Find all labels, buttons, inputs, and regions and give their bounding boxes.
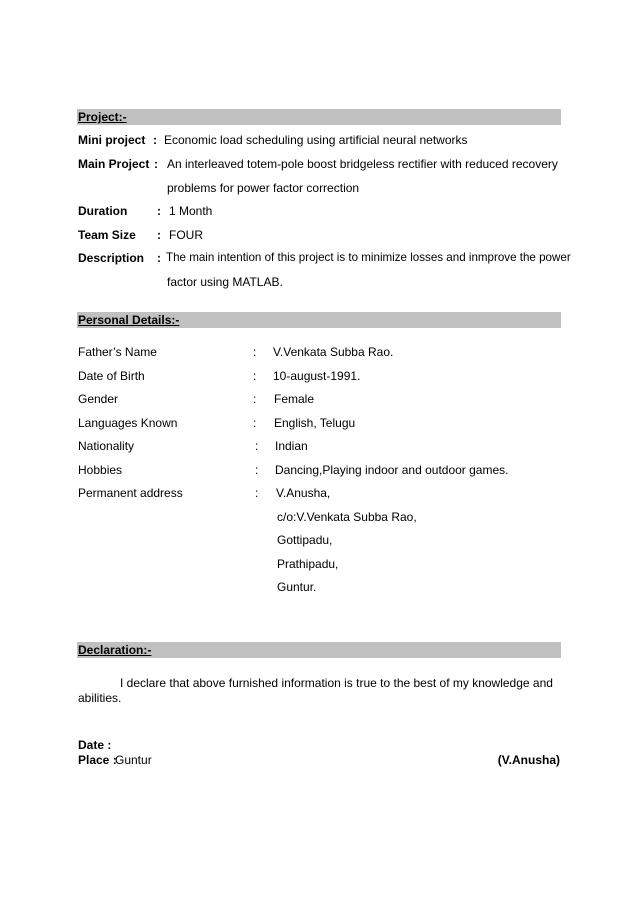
declaration-heading: Declaration:-	[78, 643, 152, 657]
colon: :	[157, 204, 161, 218]
address-line: V.Anusha,	[276, 486, 331, 500]
colon: :	[255, 463, 259, 477]
languages-label: Languages Known	[78, 416, 178, 430]
project-heading: Project:-	[78, 110, 127, 124]
fathers-name-value: V.Venkata Subba Rao.	[273, 345, 394, 359]
duration-label: Duration	[78, 204, 128, 218]
colon: :	[253, 416, 257, 430]
colon: :	[255, 486, 259, 500]
personal-details-heading: Personal Details:-	[78, 313, 180, 327]
address-line: c/o:V.Venkata Subba Rao,	[277, 510, 417, 524]
main-project-label: Main Project	[78, 157, 150, 171]
languages-value: English, Telugu	[274, 416, 356, 430]
colon: :	[253, 345, 257, 359]
colon: :	[153, 133, 157, 147]
main-project-value-line2: problems for power factor correction	[167, 181, 360, 195]
description-line2: factor using MATLAB.	[167, 275, 283, 289]
gender-value: Female	[274, 392, 315, 406]
mini-project-value: Economic load scheduling using artificial neural networks	[164, 133, 468, 147]
mini-project-label: Mini project	[78, 133, 146, 147]
description-line1: The main intention of this project is to minimize losses and inmprove the power	[166, 251, 571, 264]
place-value: Guntur	[115, 753, 152, 767]
address-line: Prathipadu,	[277, 557, 339, 571]
address-line: Gottipadu,	[277, 533, 333, 547]
date-of-birth-value: 10-august-1991.	[273, 369, 361, 383]
project-heading-bar	[77, 109, 561, 125]
colon: :	[157, 251, 161, 265]
team-size-label: Team Size	[78, 228, 136, 242]
permanent-address-label: Permanent address	[78, 486, 183, 500]
address-line: Guntur.	[277, 580, 317, 594]
signature-name: (V.Anusha)	[497, 753, 560, 767]
colon: :	[255, 439, 259, 453]
date-of-birth-label: Date of Birth	[78, 369, 145, 383]
declaration-text-line1: I declare that above furnished information is true to the best of my knowledge and	[120, 676, 553, 690]
hobbies-label: Hobbies	[78, 463, 123, 477]
hobbies-value: Dancing,Playing indoor and outdoor games.	[275, 463, 509, 477]
declaration-heading-bar	[77, 642, 561, 658]
colon: :	[154, 157, 158, 171]
description-label: Description	[78, 251, 145, 265]
gender-label: Gender	[78, 392, 119, 406]
main-project-value-line1: An interleaved totem-pole boost bridgeless rectifier with reduced recovery	[167, 157, 558, 171]
nationality-label: Nationality	[78, 439, 135, 453]
nationality-value: Indian	[275, 439, 308, 453]
personal-details-heading-bar	[77, 312, 561, 328]
fathers-name-label: Father’s Name	[78, 345, 157, 359]
colon: :	[157, 228, 161, 242]
team-size-value: FOUR	[169, 228, 203, 242]
duration-value: 1 Month	[169, 204, 213, 218]
declaration-text-line2: abilities.	[78, 691, 122, 705]
date-label: Date :	[78, 738, 112, 752]
place-label: Place :	[78, 753, 117, 767]
colon: :	[253, 392, 257, 406]
colon: :	[253, 369, 257, 383]
